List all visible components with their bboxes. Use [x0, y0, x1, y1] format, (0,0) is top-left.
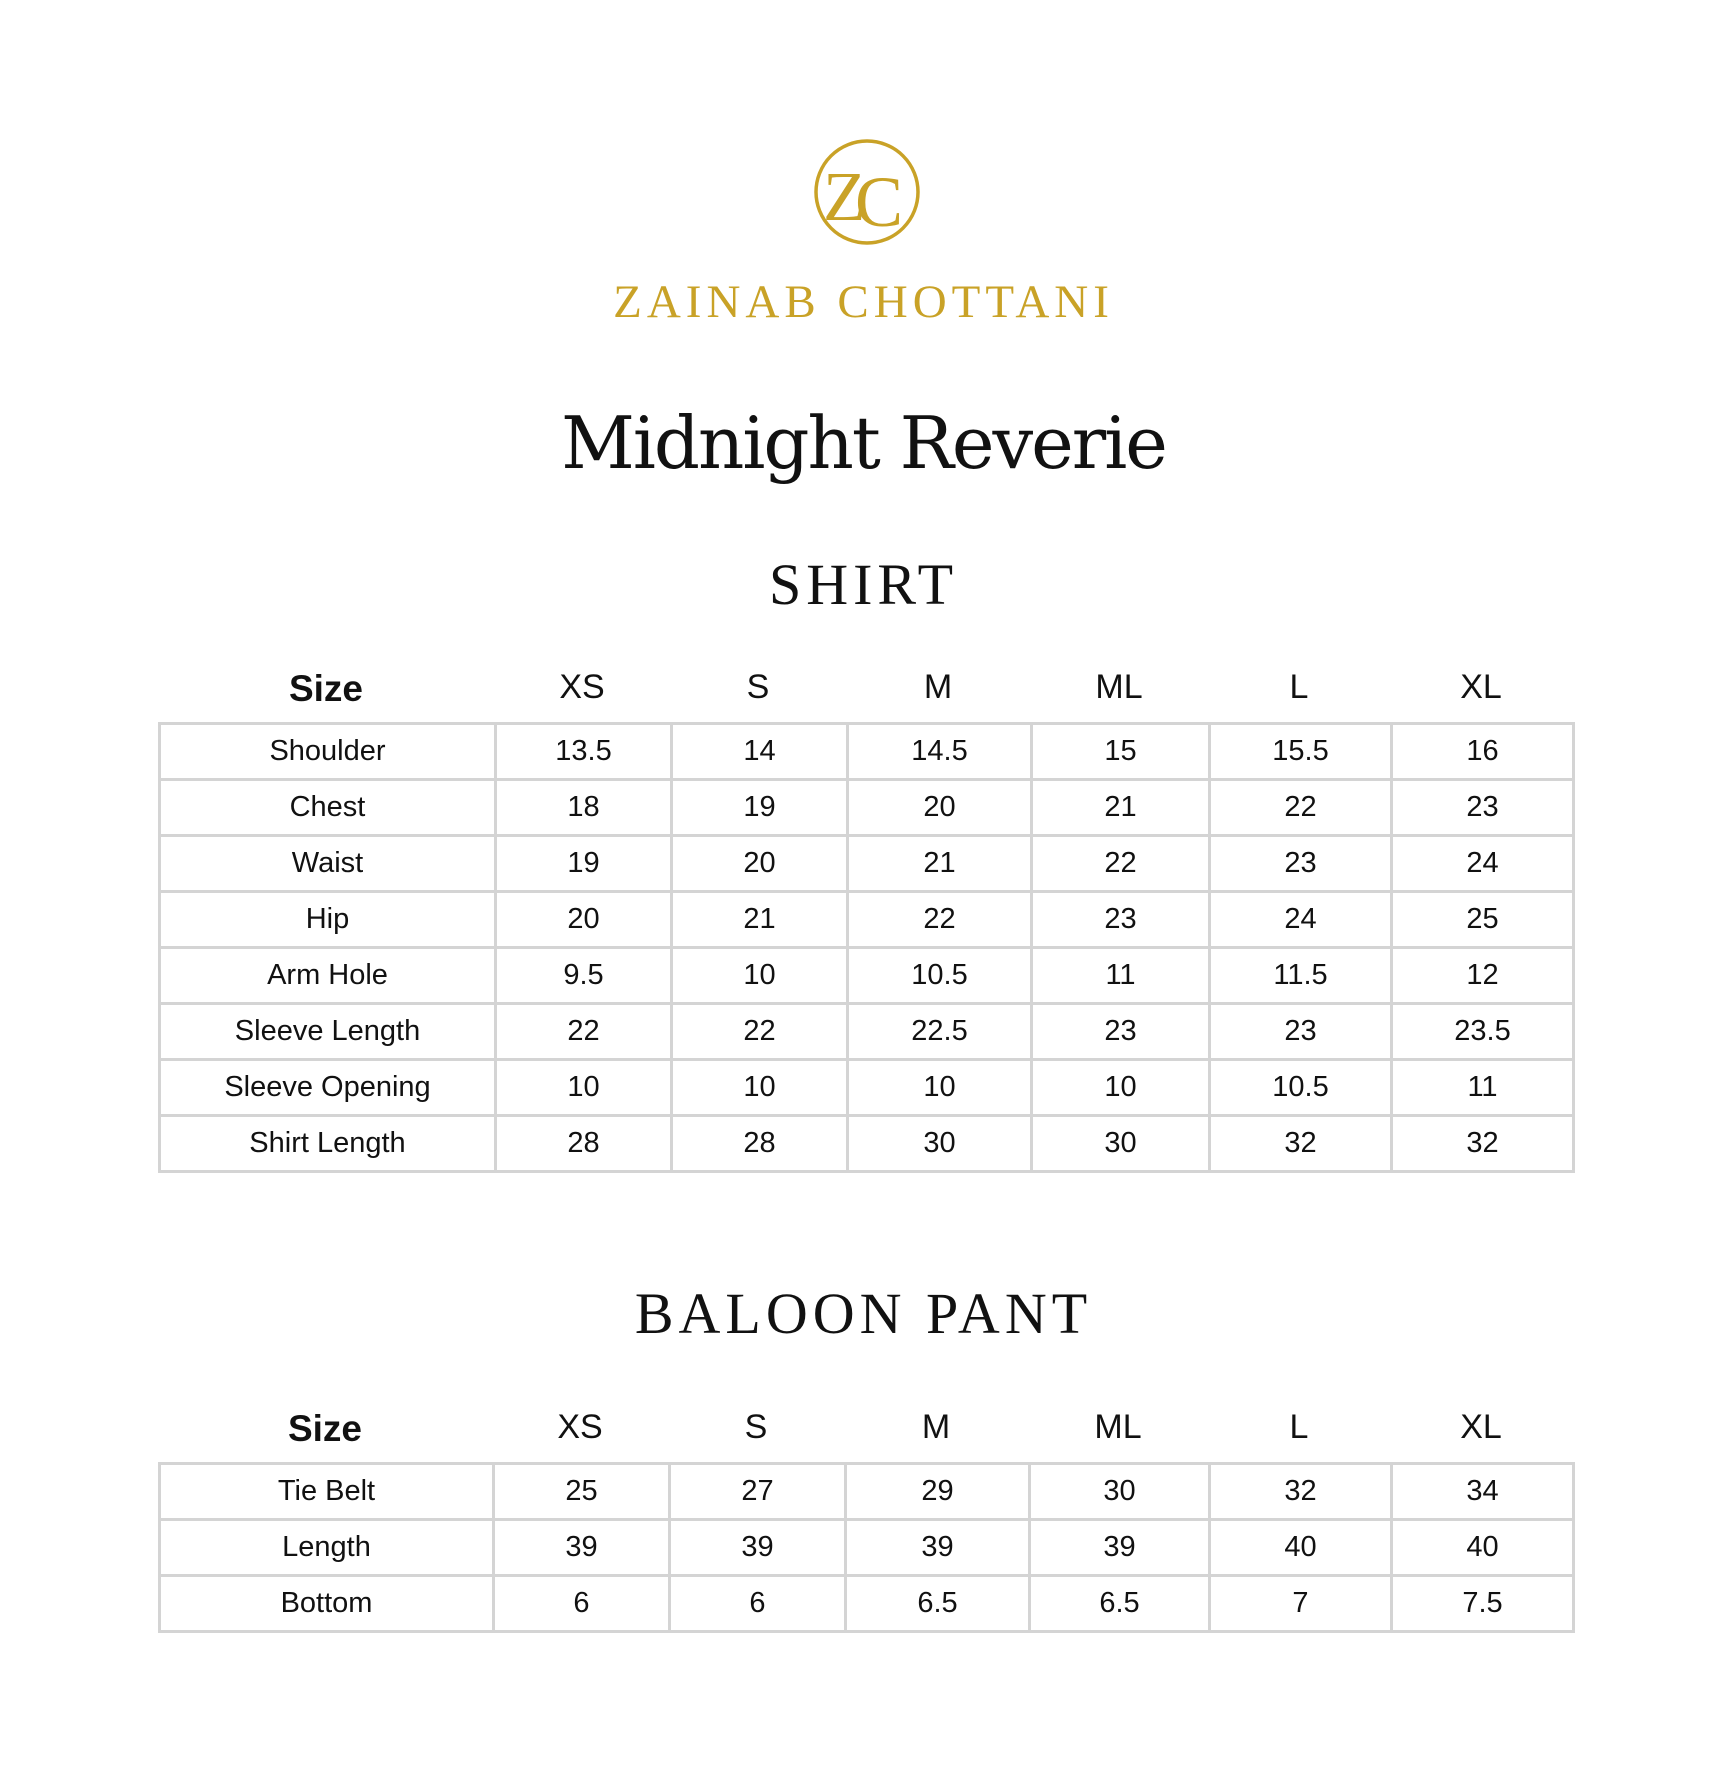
pant-size-header: [158, 1408, 1572, 1450]
measurement-value: 14.5: [848, 724, 1032, 780]
measurement-value: 10: [848, 1060, 1032, 1116]
measurement-value: 19: [496, 836, 672, 892]
measurement-value: 40: [1210, 1520, 1392, 1576]
shirt-size-label: Size: [288, 668, 364, 709]
measurement-value: 22: [672, 1004, 848, 1060]
measurement-label: Shirt Length: [160, 1116, 496, 1172]
table-row: [160, 1576, 1574, 1632]
measurement-value: 23: [1210, 836, 1392, 892]
measurement-label: Tie Belt: [160, 1464, 494, 1520]
measurement-value: 24: [1392, 836, 1574, 892]
brand-logo: [813, 138, 921, 248]
measurement-value: 10: [1032, 1060, 1210, 1116]
measurement-value: 11: [1392, 1060, 1574, 1116]
measurement-value: 30: [1032, 1116, 1210, 1172]
pant-size-label: Size: [287, 1408, 363, 1449]
table-row: [160, 780, 1574, 836]
measurement-value: 22.5: [848, 1004, 1032, 1060]
measurement-value: 11.5: [1210, 948, 1392, 1004]
measurement-value: 20: [672, 836, 848, 892]
shirt-section-title: SHIRT: [768, 552, 959, 617]
measurement-value: 6: [670, 1576, 846, 1632]
measurement-label: Length: [160, 1520, 494, 1576]
shirt-size-m: M: [923, 668, 953, 706]
measurement-value: 16: [1392, 724, 1574, 780]
pant-size-l: L: [1289, 1408, 1309, 1446]
measurement-value: 27: [670, 1464, 846, 1520]
measurement-value: 28: [672, 1116, 848, 1172]
measurement-value: 10: [672, 948, 848, 1004]
measurement-value: 20: [496, 892, 672, 948]
table-row: [160, 948, 1574, 1004]
table-row: [160, 1464, 1574, 1520]
measurement-value: 39: [670, 1520, 846, 1576]
measurement-value: 22: [848, 892, 1032, 948]
measurement-value: 30: [848, 1116, 1032, 1172]
brand-name: ZAINAB CHOTTANI: [613, 276, 1114, 328]
measurement-value: 34: [1392, 1464, 1574, 1520]
measurement-value: 23: [1392, 780, 1574, 836]
measurement-value: 9.5: [496, 948, 672, 1004]
measurement-label: Arm Hole: [160, 948, 496, 1004]
measurement-value: 32: [1210, 1116, 1392, 1172]
measurement-label: Sleeve Length: [160, 1004, 496, 1060]
measurement-value: 24: [1210, 892, 1392, 948]
measurement-value: 19: [672, 780, 848, 836]
measurement-value: 39: [1030, 1520, 1210, 1576]
table-row: [160, 1004, 1574, 1060]
shirt-size-ml: ML: [1095, 668, 1143, 706]
measurement-value: 39: [494, 1520, 670, 1576]
svg-text:C: C: [855, 162, 904, 242]
measurement-label: Hip: [160, 892, 496, 948]
measurement-value: 23.5: [1392, 1004, 1574, 1060]
table-row: [160, 892, 1574, 948]
measurement-value: 6: [494, 1576, 670, 1632]
measurement-value: 11: [1032, 948, 1210, 1004]
shirt-size-l: L: [1289, 668, 1309, 706]
measurement-value: 25: [1392, 892, 1574, 948]
shirt-size-table: [158, 722, 1575, 1173]
shirt-size-header: [158, 668, 1572, 710]
measurement-value: 7: [1210, 1576, 1392, 1632]
shirt-size-s: S: [746, 668, 770, 706]
measurement-value: 10: [496, 1060, 672, 1116]
measurement-value: 22: [1210, 780, 1392, 836]
pant-size-table: [158, 1462, 1575, 1633]
measurement-value: 23: [1210, 1004, 1392, 1060]
table-row: [160, 1116, 1574, 1172]
pant-size-m: M: [921, 1408, 951, 1446]
measurement-label: Shoulder: [160, 724, 496, 780]
measurement-label: Waist: [160, 836, 496, 892]
table-row: [160, 836, 1574, 892]
pant-size-xl: XL: [1460, 1408, 1502, 1446]
measurement-value: 29: [846, 1464, 1030, 1520]
shirt-size-xs: XS: [559, 668, 605, 706]
measurement-value: 20: [848, 780, 1032, 836]
measurement-value: 28: [496, 1116, 672, 1172]
measurement-value: 22: [496, 1004, 672, 1060]
pant-size-ml: ML: [1094, 1408, 1142, 1446]
collection-title: Midnight Reverie: [561, 401, 1166, 485]
measurement-value: 30: [1030, 1464, 1210, 1520]
measurement-label: Chest: [160, 780, 496, 836]
measurement-value: 6.5: [846, 1576, 1030, 1632]
measurement-value: 40: [1392, 1520, 1574, 1576]
measurement-value: 12: [1392, 948, 1574, 1004]
measurement-value: 32: [1210, 1464, 1392, 1520]
table-row: [160, 724, 1574, 780]
measurement-value: 23: [1032, 892, 1210, 948]
measurement-value: 15.5: [1210, 724, 1392, 780]
measurement-value: 14: [672, 724, 848, 780]
measurement-value: 10.5: [848, 948, 1032, 1004]
table-row: [160, 1060, 1574, 1116]
measurement-value: 21: [1032, 780, 1210, 836]
measurement-value: 18: [496, 780, 672, 836]
measurement-value: 25: [494, 1464, 670, 1520]
measurement-label: Bottom: [160, 1576, 494, 1632]
measurement-value: 15: [1032, 724, 1210, 780]
svg-text:Z: Z: [823, 159, 866, 236]
measurement-value: 6.5: [1030, 1576, 1210, 1632]
pant-size-s: S: [744, 1408, 768, 1446]
table-row: [160, 1520, 1574, 1576]
pant-size-xs: XS: [557, 1408, 603, 1446]
measurement-value: 13.5: [496, 724, 672, 780]
measurement-value: 23: [1032, 1004, 1210, 1060]
shirt-size-xl: XL: [1460, 668, 1502, 706]
measurement-value: 32: [1392, 1116, 1574, 1172]
measurement-value: 7.5: [1392, 1576, 1574, 1632]
measurement-value: 22: [1032, 836, 1210, 892]
measurement-value: 21: [848, 836, 1032, 892]
measurement-value: 21: [672, 892, 848, 948]
measurement-label: Sleeve Opening: [160, 1060, 496, 1116]
measurement-value: 39: [846, 1520, 1030, 1576]
pant-section-title: BALOON PANT: [634, 1281, 1093, 1346]
measurement-value: 10.5: [1210, 1060, 1392, 1116]
measurement-value: 10: [672, 1060, 848, 1116]
